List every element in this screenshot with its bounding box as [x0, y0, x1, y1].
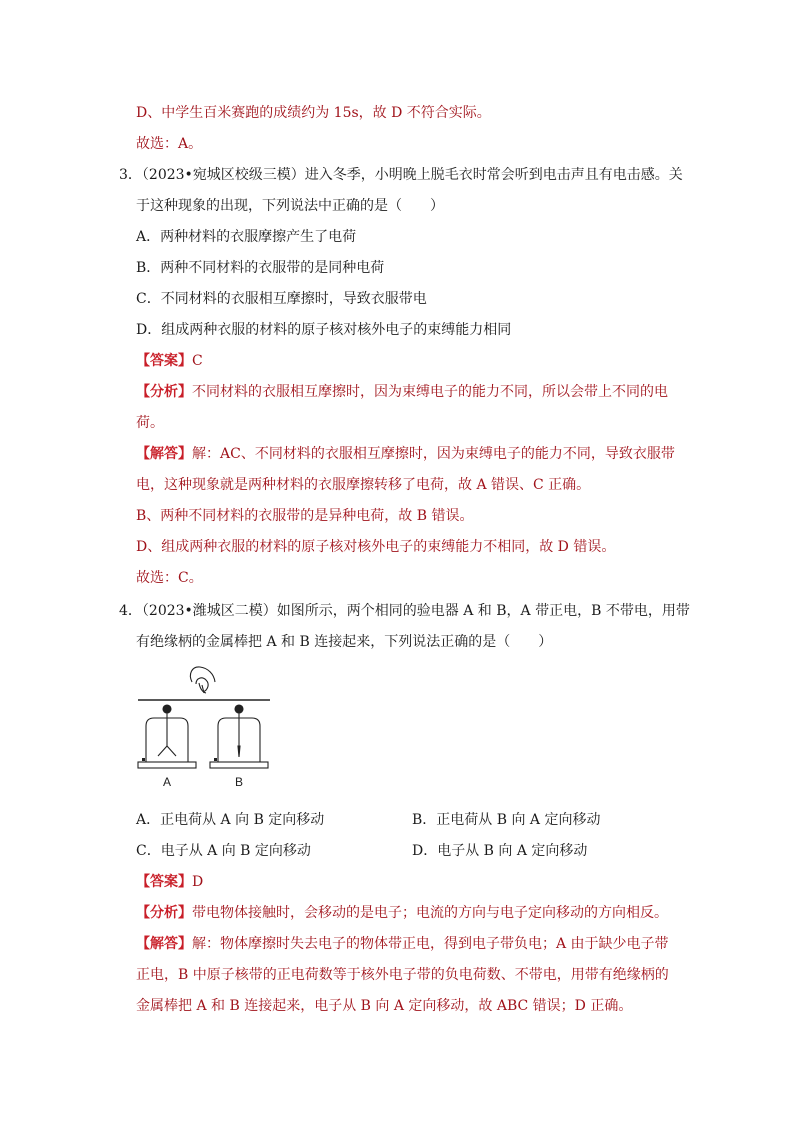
- q3-answer: [136, 351, 203, 371]
- q4-analysis-tag: 【分析】: [136, 905, 192, 921]
- prev-solution-line-d: D、中学生百米赛跑的成绩约为 15s，故 D 不符合实际。: [136, 105, 491, 121]
- q3-solution-line-3: B、两种不同材料的衣服带的是异种电荷，故 B 错误。: [136, 508, 474, 524]
- q3-option-c: C．不同材料的衣服相互摩擦时，导致衣服带电: [136, 291, 427, 307]
- q4-answer-tag: 【答案】: [136, 874, 192, 890]
- q4-answer: [136, 872, 203, 892]
- q4-solution-text: 解：物体摩擦时失去电子的物体带正电，得到电子带负电；A 由于缺少电子带: [192, 936, 669, 952]
- electroscope-figure: [136, 662, 276, 802]
- q4-option-b: B．正电荷从 B 向 A 定向移动: [412, 812, 601, 828]
- q3-solution-line-1: [136, 444, 675, 464]
- q3-answer-choice: 故选：C。: [136, 570, 203, 586]
- q3-solution-line-4: D、组成两种衣服的材料的原子核对核外电子的束缚能力不相同，故 D 错误。: [136, 539, 616, 555]
- prev-answer-choice: 故选：A。: [136, 136, 203, 152]
- q3-analysis-line-1: [136, 382, 668, 402]
- q3-stem-line-1: 3．（2023•宛城区校级三模）进入冬季，小明晚上脱毛衣时常会听到电击声且有电击感。关: [119, 167, 683, 183]
- q4-analysis-line-1: [136, 903, 668, 923]
- q3-stem-line-2: 于这种现象的出现，下列说法中正确的是（ ）: [136, 198, 444, 214]
- hand-icon: [190, 667, 215, 693]
- q4-answer-value: D: [192, 874, 204, 890]
- q4-stem-line-2: 有绝缘柄的金属棒把 A 和 B 连接起来，下列说法正确的是（ ）: [136, 634, 553, 650]
- figure-label-b: B: [235, 775, 244, 789]
- electroscope-b: [210, 705, 268, 768]
- q3-solution-line-2: 电，这种现象就是两种材料的衣服摩擦转移了电荷，故 A 错误、C 正确。: [136, 477, 591, 493]
- electroscope-a: [138, 705, 196, 768]
- q3-option-a: A．两种材料的衣服摩擦产生了电荷: [136, 229, 357, 245]
- q4-solution-tag: 【解答】: [136, 936, 192, 952]
- q3-solution-text: 解：AC、不同材料的衣服相互摩擦时，因为束缚电子的能力不同，导致衣服带: [192, 446, 675, 462]
- q3-analysis-tag: 【分析】: [136, 384, 192, 400]
- figure-label-a: A: [163, 775, 172, 789]
- q3-option-d: D．组成两种衣服的材料的原子核对核外电子的束缚能力相同: [136, 322, 512, 338]
- q3-answer-value: C: [192, 353, 203, 369]
- q4-option-c: C．电子从 A 向 B 定向移动: [136, 843, 311, 859]
- q4-stem-line-1: 4．（2023•潍城区二模）如图所示，两个相同的验电器 A 和 B，A 带正电，B 不带电，用带: [119, 603, 690, 619]
- q3-analysis-line-2: 荷。: [136, 415, 164, 431]
- q4-option-a: A．正电荷从 A 向 B 定向移动: [136, 812, 325, 828]
- q3-option-b: B．两种不同材料的衣服带的是同种电荷: [136, 260, 385, 276]
- q3-solution-tag: 【解答】: [136, 446, 192, 462]
- q3-answer-tag: 【答案】: [136, 353, 192, 369]
- electroscope-diagram: [136, 662, 276, 802]
- q4-solution-line-3: 金属棒把 A 和 B 连接起来，电子从 B 向 A 定向移动，故 ABC 错误；D 正确。: [136, 998, 633, 1014]
- q4-solution-line-1: [136, 934, 669, 954]
- q4-option-d: D．电子从 B 向 A 定向移动: [412, 843, 588, 859]
- q4-solution-line-2: 正电，B 中原子核带的正电荷数等于核外电子带的负电荷数、不带电，用带有绝缘柄的: [136, 967, 669, 983]
- q3-analysis-text: 不同材料的衣服相互摩擦时，因为束缚电子的能力不同，所以会带上不同的电: [192, 384, 668, 400]
- q4-analysis-text: 带电物体接触时，会移动的是电子；电流的方向与电子定向移动的方向相反。: [192, 905, 668, 921]
